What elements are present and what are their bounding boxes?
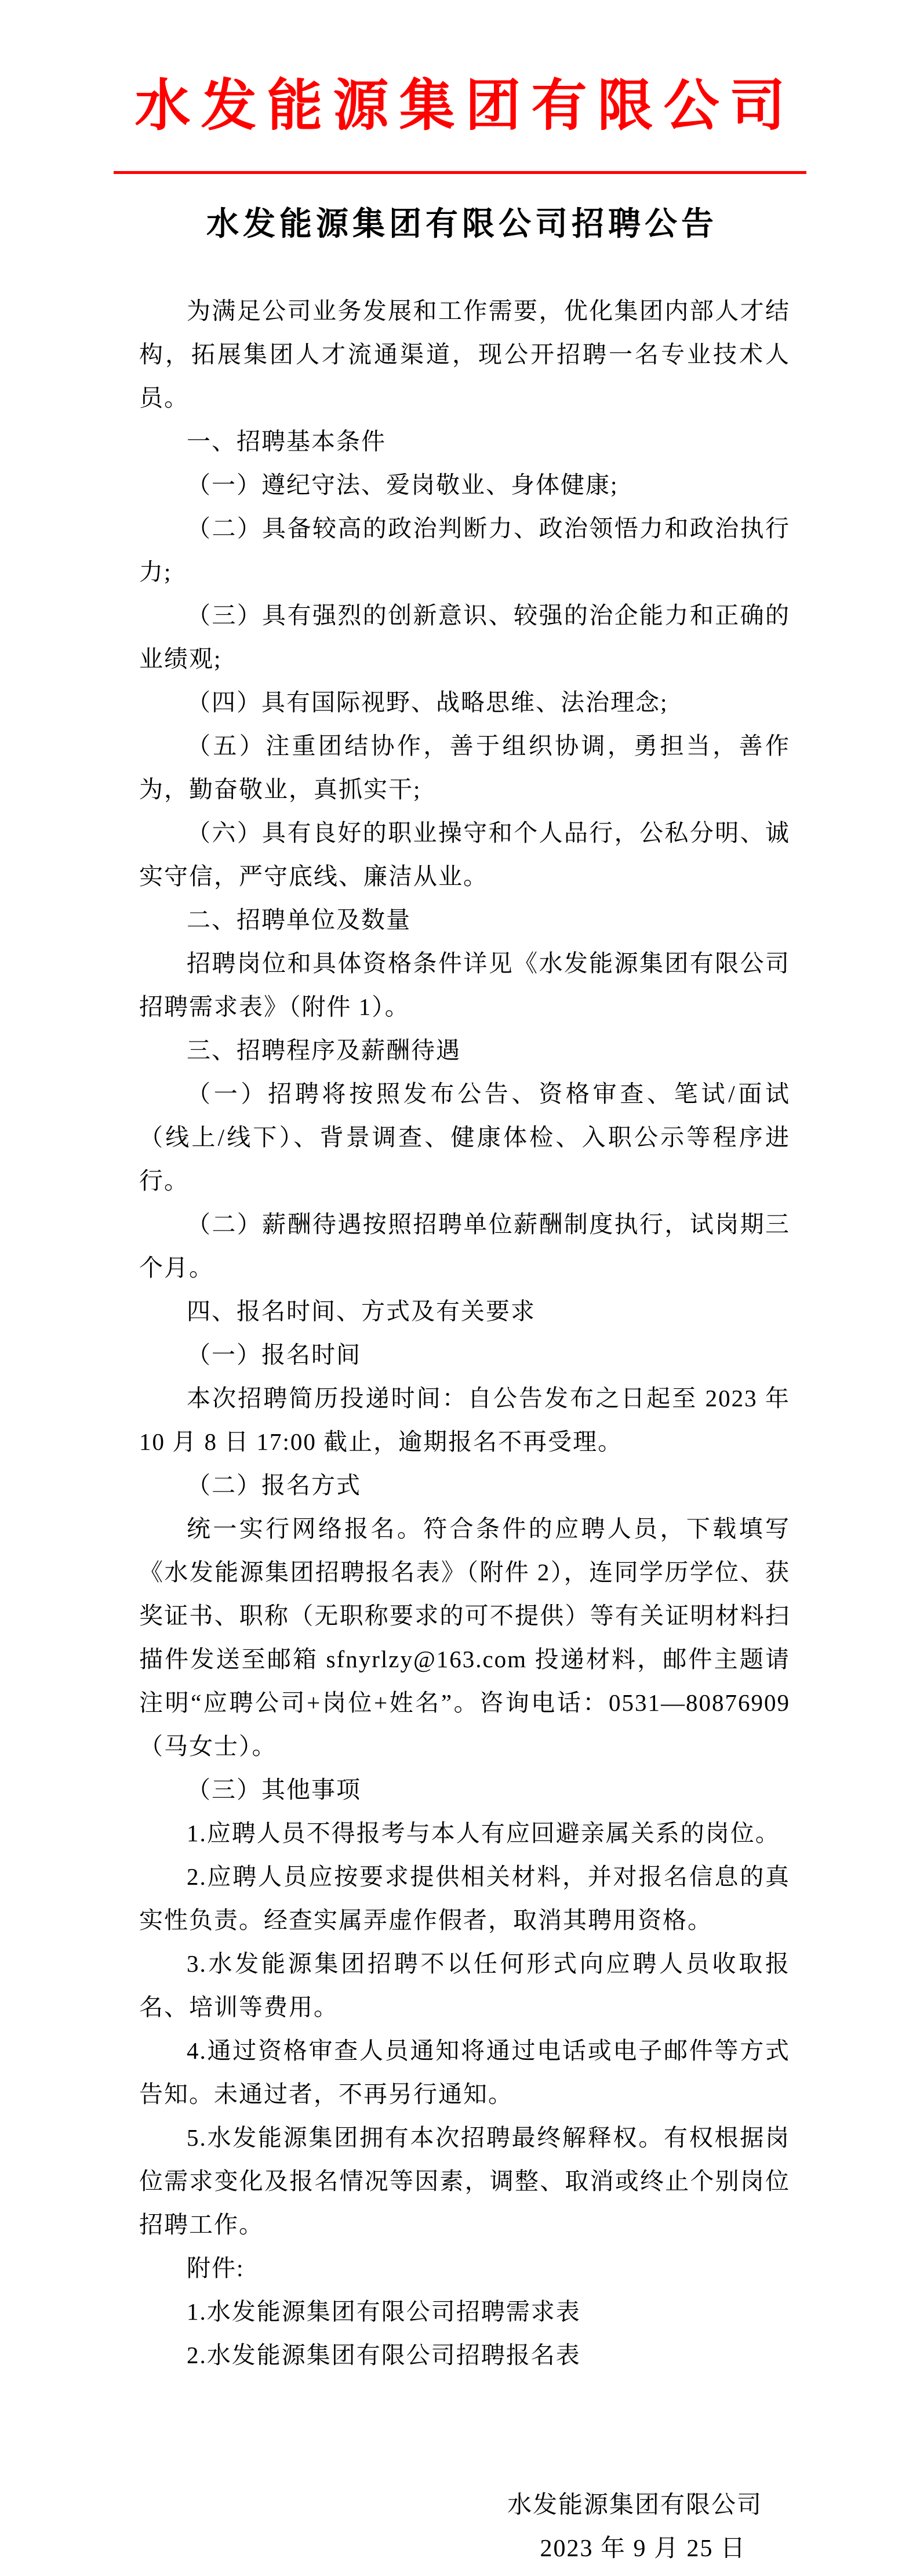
paragraph: 5.水发能源集团拥有本次招聘最终解释权。有权根据岗位需求变化及报名情况等因素，调整、取消或终止个别岗位招聘工作。 — [139, 2124, 790, 2238]
paragraph: 1.水发能源集团有限公司招聘需求表 — [187, 2298, 581, 2325]
letterhead — [0, 0, 920, 174]
paragraph: 2.应聘人员应按要求提供相关材料，并对报名信息的真实性负责。经查实属弄虚作假者，取消其聘用资格。 — [139, 1863, 790, 1934]
paragraph: 本次招聘简历投递时间：自公告发布之日起至 2023 年 10 月 8 日 17:00 截止，逾期报名不再受理。 — [139, 1385, 790, 1456]
document-title: 水发能源集团有限公司招聘公告 — [206, 206, 718, 243]
letterhead-divider-line — [114, 171, 806, 174]
paragraph: 四、报名时间、方式及有关要求 — [187, 1298, 536, 1325]
paragraph: 1.应聘人员不得报考与本人有应回避亲属关系的岗位。 — [187, 1820, 780, 1847]
paragraph: （二）报名方式 — [187, 1472, 361, 1499]
signature-company: 水发能源集团有限公司 — [507, 2492, 762, 2519]
paragraph: （三）其他事项 — [187, 1776, 361, 1804]
paragraph: 一、招聘基本条件 — [187, 428, 386, 455]
paragraph: 招聘岗位和具体资格条件详见《水发能源集团有限公司招聘需求表》（附件 1）。 — [139, 950, 790, 1021]
paragraph: （一）报名时间 — [187, 1341, 361, 1369]
letterhead-company-name: 水发能源集团有限公司 — [134, 75, 796, 137]
paragraph: 为满足公司业务发展和工作需要，优化集团内部人才结构，拓展集团人才流通渠道，现公开招聘一名专业技术人员。 — [139, 297, 790, 412]
paragraph: 3.水发能源集团招聘不以任何形式向应聘人员收取报名、培训等费用。 — [139, 1950, 790, 2021]
paragraph: （二）具备较高的政治判断力、政治领悟力和政治执行力; — [139, 515, 790, 586]
paragraph: 统一实行网络报名。符合条件的应聘人员，下载填写《水发能源集团招聘报名表》（附件 2），连同学历学位、获奖证书、职称（无职称要求的可不提供）等有关证明材料扫描件发送至邮箱 sfnyrlzy@163.com 投递材料，邮件主题请注明“应聘公司+岗位+姓名”。咨询电话：0531—80876909（马女士）。 — [139, 1515, 790, 1760]
paragraph: 二、招聘单位及数量 — [187, 906, 411, 934]
paragraph: （四）具有国际视野、战略思维、法治理念; — [187, 689, 668, 716]
paragraph: （一）遵纪守法、爱岗敬业、身体健康; — [187, 471, 619, 499]
paragraph: 2.水发能源集团有限公司招聘报名表 — [187, 2342, 581, 2369]
paragraph: （三）具有强烈的创新意识、较强的治企能力和正确的业绩观; — [139, 602, 790, 673]
paragraph: 附件: — [187, 2255, 245, 2282]
paragraph: （六）具有良好的职业操守和个人品行，公私分明、诚实守信，严守底线、廉洁从业。 — [139, 819, 790, 890]
paragraph: （五）注重团结协作，善于组织协调，勇担当，善作为，勤奋敬业，真抓实干; — [139, 732, 790, 803]
paragraph: （二）薪酬待遇按照招聘单位薪酬制度执行，试岗期三个月。 — [139, 1211, 790, 1282]
paragraph: 4.通过资格审查人员通知将通过电话或电子邮件等方式告知。未通过者，不再另行通知。 — [139, 2037, 790, 2108]
document-body — [139, 289, 790, 2377]
signature-block — [0, 2484, 920, 2571]
paragraph: 三、招聘程序及薪酬待遇 — [187, 1037, 461, 1064]
signature-date: 2023 年 9 月 25 日 — [540, 2535, 746, 2563]
paragraph: （一）招聘将按照发布公告、资格审查、笔试/面试（线上/线下）、背景调查、健康体检、入职公示等程序进行。 — [139, 1080, 790, 1195]
